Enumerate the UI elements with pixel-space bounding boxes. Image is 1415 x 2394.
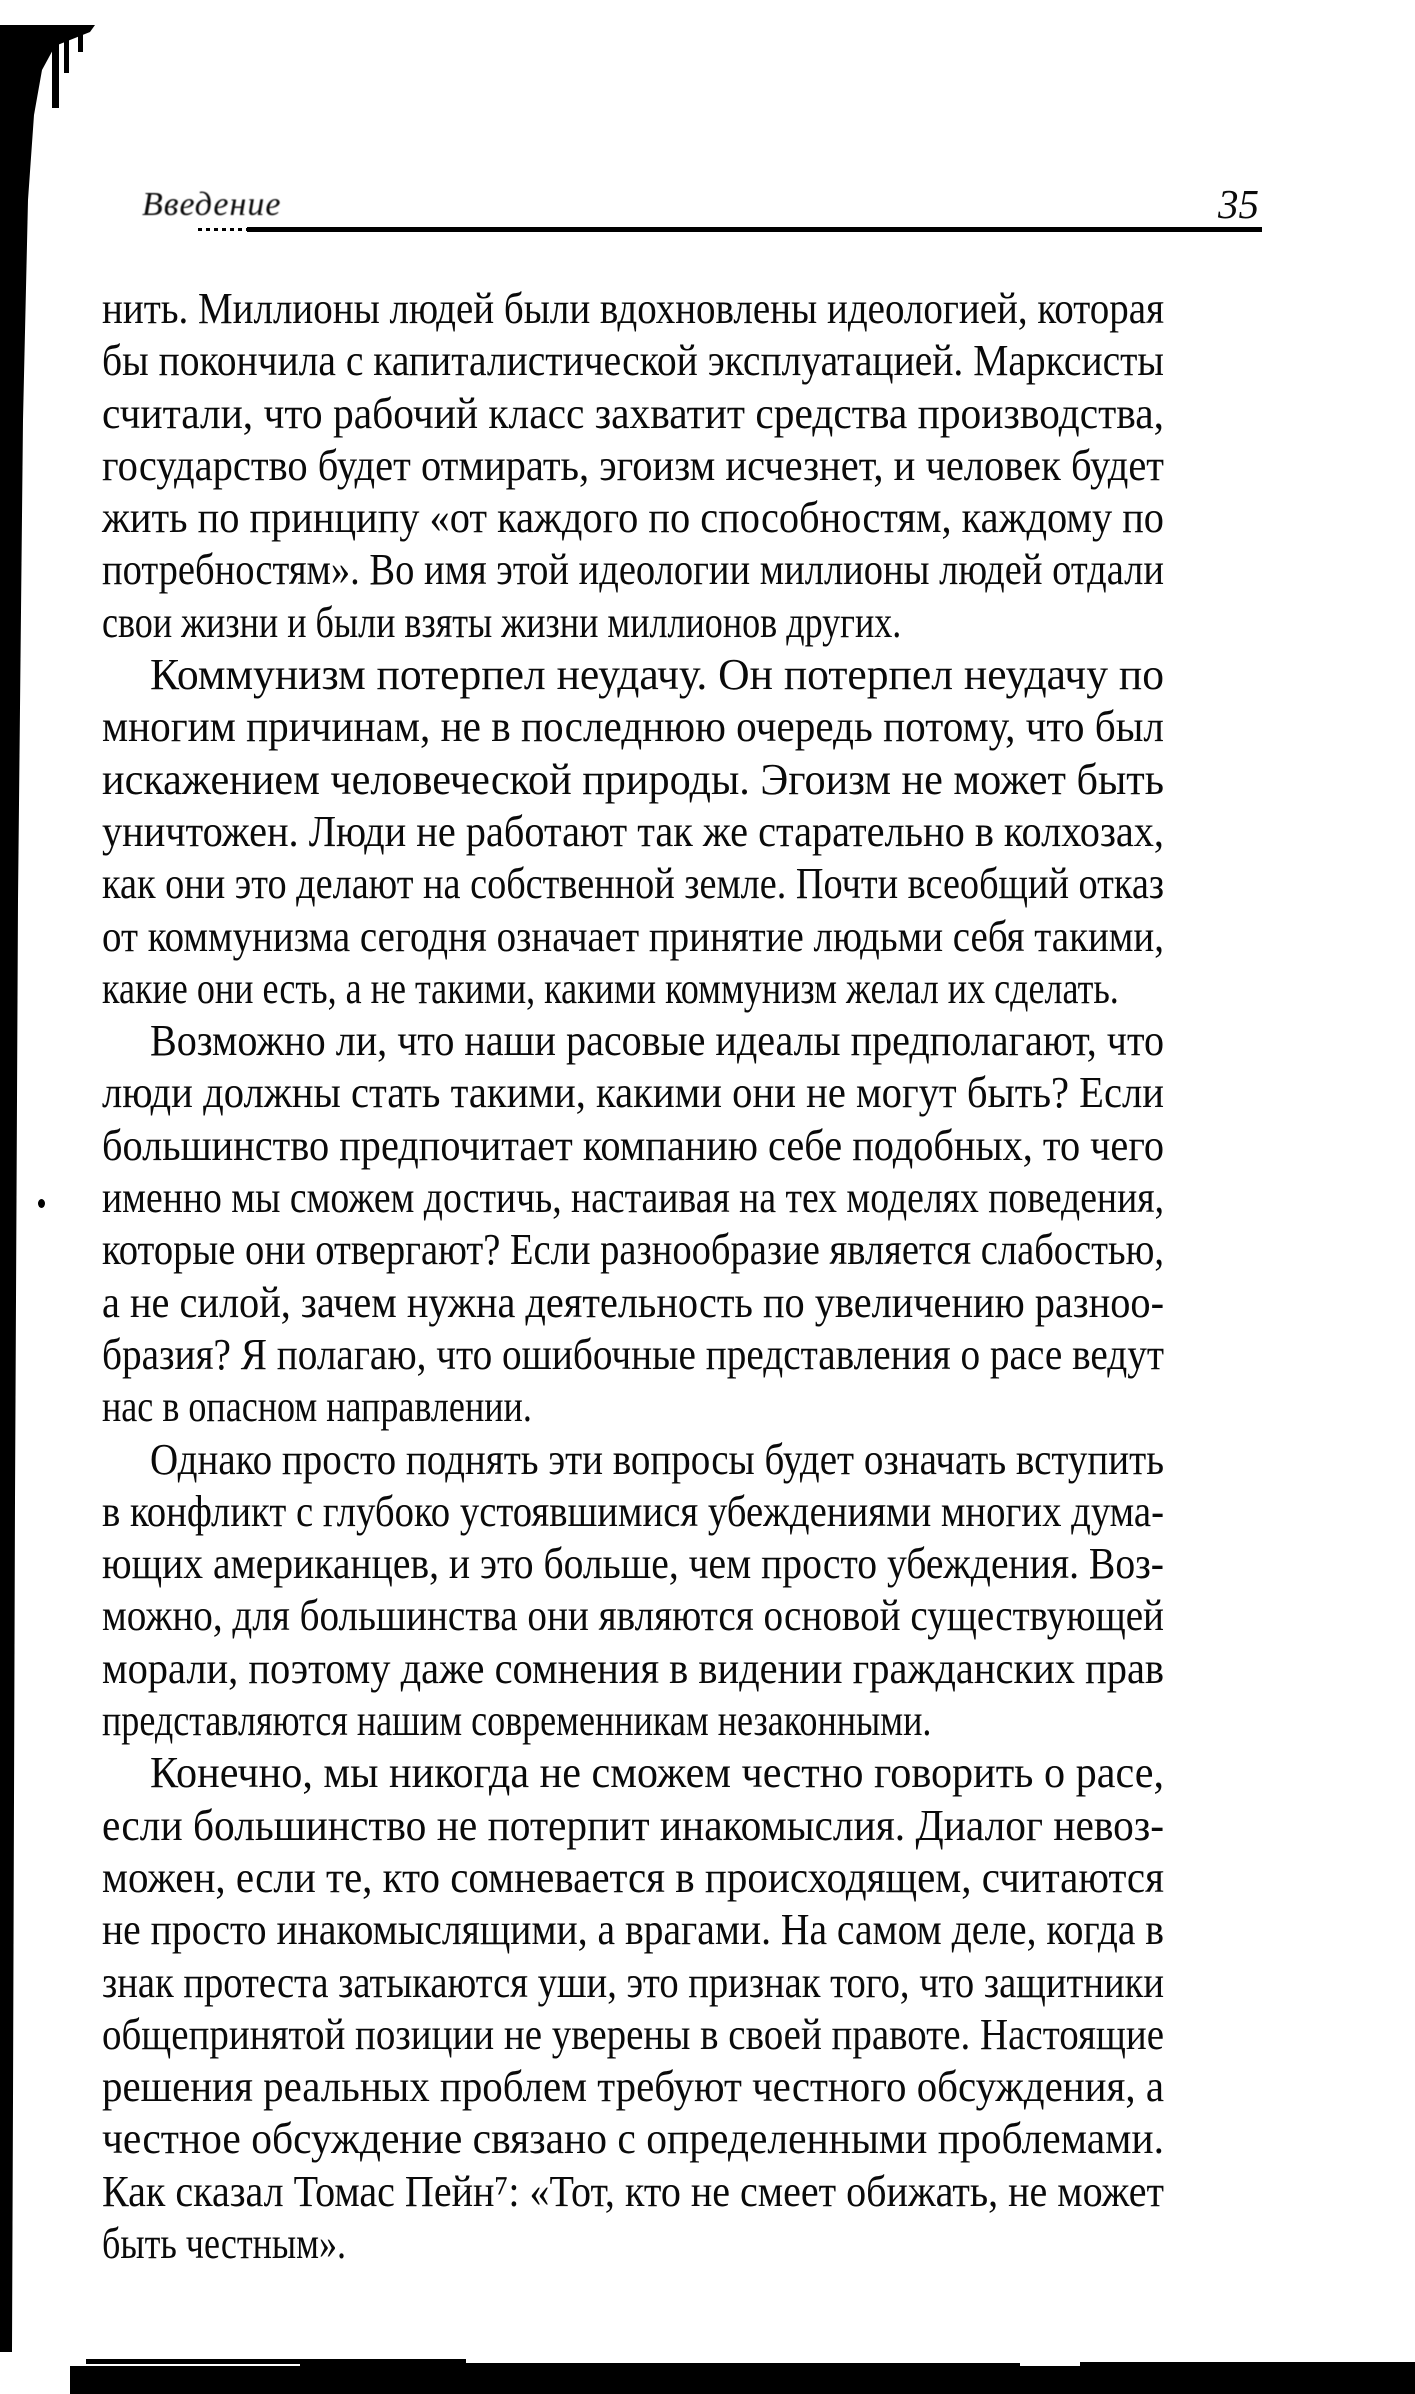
svg-text:жить по принципу «от каждого п: жить по принципу «от каждого по способностям, каждому по: [101, 493, 1164, 543]
svg-text:если большинство не потерпит и: если большинство не потерпит инакомыслия. Диалог невоз-: [102, 1800, 1164, 1850]
svg-text:Коммунизм потерпел неудачу. Он: Коммунизм потерпел неудачу. Он потерпел неудачу по: [150, 650, 1164, 700]
header-rule-frays: [198, 228, 247, 231]
header-rule: [247, 227, 1262, 232]
svg-text:представляются нашим современн: представляются нашим современникам незаконными.: [102, 1695, 932, 1745]
text-line: [102, 1852, 1164, 1904]
text-line: [102, 1538, 1164, 1590]
text-line: [102, 544, 1164, 596]
page-number: 35: [1218, 181, 1259, 227]
svg-text:нить. Миллионы людей были вдох: нить. Миллионы людей были вдохновлены идеологией, которая: [102, 284, 1164, 333]
text-line: [102, 2061, 1164, 2113]
text-line: [102, 858, 1164, 910]
svg-text:бы покончила с капиталистическ: бы покончила с капиталистической эксплуатацией. Марксисты: [102, 336, 1164, 386]
svg-text:большинство предпочитает компа: большинство предпочитает компанию себе подобных, то чего: [102, 1120, 1164, 1170]
text-line: [102, 1434, 1164, 1486]
svg-text:как они это делают на собствен: как они это делают на собственной земле. Почти всеобщий отказ: [102, 859, 1164, 909]
binding-shadow: [0, 0, 110, 2394]
text-line: [102, 1067, 1164, 1119]
svg-text:Возможно ли, что наши расовые: Возможно ли, что наши расовые идеалы предполагают, что: [150, 1016, 1164, 1066]
text-line: [102, 806, 1164, 858]
svg-text:бразия? Я полагаю, что ошибочн: бразия? Я полагаю, что ошибочные представления о расе ведут: [102, 1329, 1164, 1379]
text-line: [102, 1957, 1164, 2009]
text-line: [102, 2166, 1164, 2218]
bottom-scan-fray: [1080, 2362, 1415, 2367]
svg-text:можно, для большинства они явл: можно, для большинства они являются основой существующей: [102, 1591, 1164, 1641]
text-line: [102, 1015, 1164, 1067]
binding-streak: [78, 26, 83, 52]
svg-text:общепринятой позиции не уверен: общепринятой позиции не уверены в своей правоте. Настоящие: [102, 2009, 1164, 2059]
text-line: [102, 1224, 1164, 1276]
svg-text:а не силой, зачем нужна деятел: а не силой, зачем нужна деятельность по увеличению разноо-: [102, 1277, 1164, 1327]
svg-text:морали, поэтому даже сомнения: морали, поэтому даже сомнения в видении гражданских прав: [102, 1643, 1164, 1693]
svg-text:потребностям». Во имя этой иде: потребностям». Во имя этой идеологии миллионы людей отдали: [102, 545, 1164, 595]
text-line: [102, 1120, 1164, 1172]
text-line: [102, 911, 1164, 963]
svg-text:не просто инакомыслящими, а вр: не просто инакомыслящими, а врагами. На самом деле, когда в: [102, 1905, 1164, 1955]
svg-text:можен, если те, кто сомневаетс: можен, если те, кто сомневается в происходящем, считаются: [102, 1852, 1164, 1902]
text-line: [102, 754, 1164, 806]
svg-text:ющих американцев, и это больше: ющих американцев, и это больше, чем просто убеждения. Воз-: [102, 1539, 1164, 1589]
svg-text:свои жизни и были взяты жизни: свои жизни и были взяты жизни миллионов других.: [102, 597, 902, 647]
svg-text:именно мы сможем достичь, наст: именно мы сможем достичь, настаивая на тех моделях поведения,: [102, 1173, 1164, 1223]
svg-text:Конечно, мы никогда не сможем: Конечно, мы никогда не сможем честно говорить о расе,: [150, 1748, 1164, 1798]
text-line: [102, 388, 1164, 440]
svg-text:решения реальных проблем требу: решения реальных проблем требуют честного обсуждения, а: [102, 2062, 1164, 2112]
text-line: [102, 1747, 1164, 1799]
svg-text:быть честным».: быть честным».: [102, 2218, 347, 2268]
svg-text:искажением человеческой природ: искажением человеческой природы. Эгоизм не может быть: [102, 754, 1164, 804]
svg-text:считали, что рабочий класс зах: считали, что рабочий класс захватит средства производства,: [102, 388, 1164, 438]
text-line: [102, 649, 1164, 701]
text-block: [102, 283, 1164, 2270]
text-line: [102, 597, 1164, 649]
svg-text:государство будет отмирать, эг: государство будет отмирать, эгоизм исчезнет, и человек будет: [102, 440, 1164, 490]
svg-text:нас в опасном направлении.: нас в опасном направлении.: [102, 1381, 532, 1432]
text-line: [102, 2218, 1164, 2270]
text-line: [102, 963, 1164, 1015]
svg-text:знак протеста затыкаются уши,: знак протеста затыкаются уши, это признак того, что защитники: [102, 1957, 1164, 2007]
bottom-scan-band: [70, 2366, 1415, 2394]
text-line: [102, 1381, 1164, 1433]
binding-streak: [52, 28, 59, 108]
svg-text:в конфликт с глубоко устоявшим: в конфликт с глубоко устоявшимися убеждениями многих дума-: [102, 1486, 1164, 1536]
text-line: [102, 1800, 1164, 1852]
bottom-scan-fray: [300, 2363, 1020, 2367]
svg-text:Однако просто поднять эти вопр: Однако просто поднять эти вопросы будет означать вступить: [150, 1434, 1164, 1484]
svg-text:многим причинам, не в последню: многим причинам, не в последнюю очередь потому, что был: [102, 702, 1164, 752]
text-line: [102, 1172, 1164, 1224]
text-line: [102, 492, 1164, 544]
text-line: [102, 335, 1164, 387]
svg-text:от коммунизма сегодня означает: от коммунизма сегодня означает принятие людьми себя такими,: [102, 911, 1164, 961]
text-line: [102, 1329, 1164, 1381]
ink-speck: [38, 1199, 45, 1208]
running-title: Введение: [142, 186, 282, 223]
text-line: [102, 440, 1164, 492]
svg-text:Как сказал Томас Пейн⁷: «Тот,: Как сказал Томас Пейн⁷: «Тот, кто не смеет обижать, не может: [102, 2166, 1164, 2216]
text-line: [102, 1277, 1164, 1329]
text-line: [102, 2009, 1164, 2061]
text-line: [102, 1643, 1164, 1695]
svg-text:люди должны стать такими, каки: люди должны стать такими, какими они не могут быть? Если: [102, 1068, 1164, 1118]
text-line: [102, 1695, 1164, 1747]
text-line: [102, 701, 1164, 753]
text-line: [102, 283, 1164, 335]
svg-text:какие они есть, а не такими, к: какие они есть, а не такими, какими коммунизм желал их сделать.: [102, 963, 1119, 1013]
text-line: [102, 2113, 1164, 2165]
svg-text:уничтожен. Люди не работают та: уничтожен. Люди не работают так же старательно в колхозах,: [102, 806, 1164, 856]
svg-text:которые они отвергают? Если ра: которые они отвергают? Если разнообразие является слабостью,: [102, 1225, 1164, 1275]
text-line: [102, 1486, 1164, 1538]
text-line: [102, 1590, 1164, 1642]
text-line: [102, 1904, 1164, 1956]
binding-streak: [64, 27, 69, 73]
svg-text:честное обсуждение связано с о: честное обсуждение связано с определенными проблемами.: [102, 2114, 1164, 2164]
